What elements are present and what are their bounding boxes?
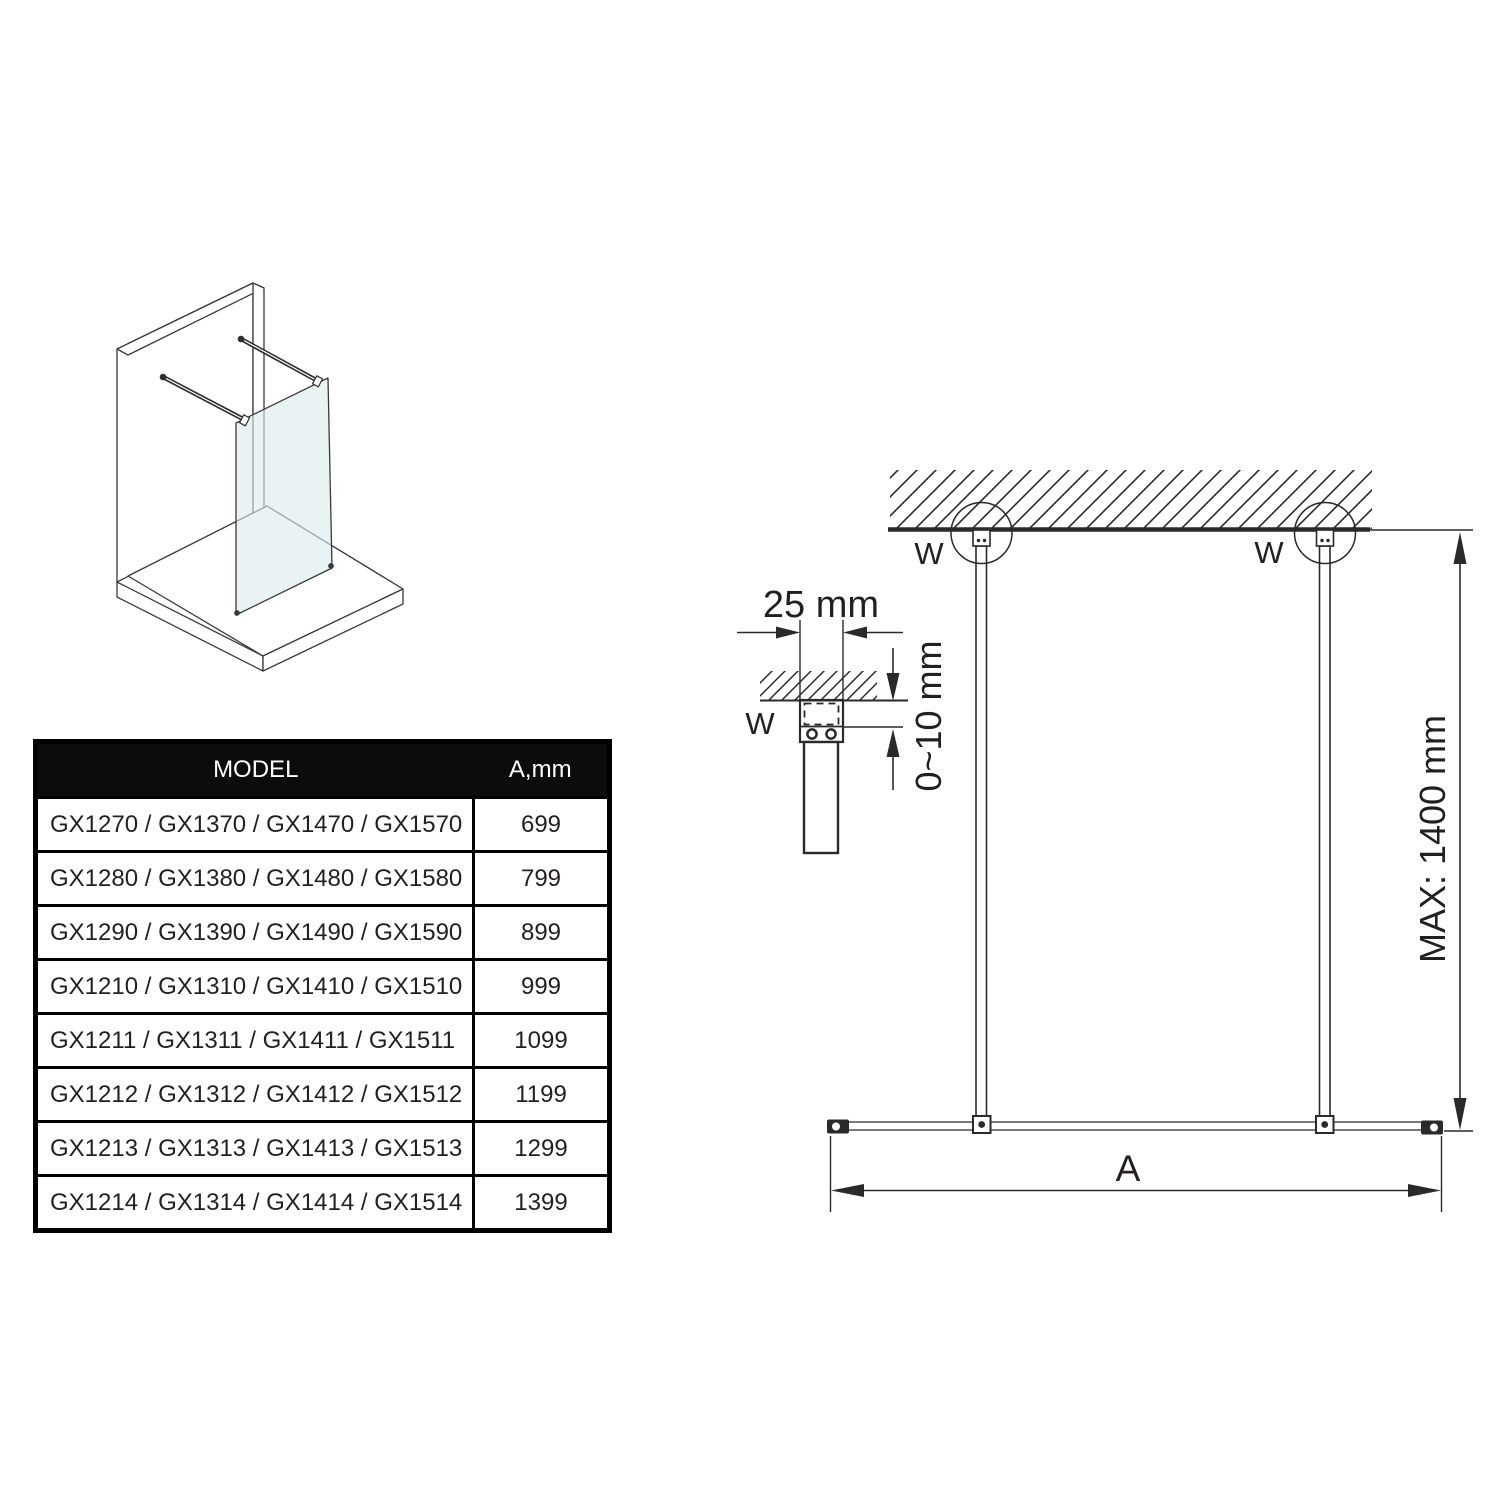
plan-diagram [737,470,1473,1212]
wall-hatch [890,470,1372,529]
detail-width-label: 25 mm [762,584,880,626]
max-height-dimension-label: MAX: 1400 mm [1412,714,1453,964]
a-mm-cell: 799 [474,852,610,906]
detail-screw-right [826,729,835,738]
model-cell: GX1210 / GX1310 / GX1410 / GX1510 [36,960,474,1014]
iso-glass-foot-right [329,564,333,568]
support-bar-right [1320,546,1331,1117]
a-mm-cell: 899 [474,906,610,960]
model-cell: GX1213 / GX1313 / GX1413 / GX1513 [36,1122,474,1176]
table-row [36,1068,610,1122]
wall-marker-right-label: W [1254,535,1284,570]
a-mm-cell: 1399 [474,1176,610,1231]
a-mm-cell: 1099 [474,1014,610,1068]
width-dimension-label: A [1115,1148,1141,1189]
model-cell: GX1290 / GX1390 / GX1490 / GX1590 [36,906,474,960]
glass-panel-plan [840,1122,1432,1130]
support-bar-left [976,546,987,1117]
table-row [36,906,610,960]
wall-bracket-left [973,530,990,546]
table-header-row [36,742,610,798]
a-mm-cell: 699 [474,798,610,852]
table-row [36,1122,610,1176]
detail-support-bar [804,742,838,853]
model-cell: GX1211 / GX1311 / GX1411 / GX1511 [36,1014,474,1068]
detail-wall-hatch [760,671,877,700]
model-cell: GX1270 / GX1370 / GX1470 / GX1570 [36,798,474,852]
table-row [36,1176,610,1231]
a-mm-cell: 1199 [474,1068,610,1122]
a-mm-cell: 1299 [474,1122,610,1176]
max-dimension [1454,532,1467,1130]
iso-glass-foot-left [235,611,239,615]
model-table [33,739,612,1233]
table-row [36,798,610,852]
detail-screw-left [807,729,816,738]
table-row [36,1014,610,1068]
model-column-header: MODEL [36,742,474,798]
detail-wall-marker-label: W [745,706,775,741]
a-mm-column-header: A,mm [474,742,610,798]
model-cell: GX1212 / GX1312 / GX1412 / GX1512 [36,1068,474,1122]
detail-adjust-range-label: 0~10 mm [908,640,949,792]
model-cell: GX1214 / GX1314 / GX1414 / GX1514 [36,1176,474,1231]
a-mm-cell: 999 [474,960,610,1014]
model-cell: GX1280 / GX1380 / GX1480 / GX1580 [36,852,474,906]
table-row [36,960,610,1014]
isometric-view [117,283,403,671]
wall-bracket-right [1317,530,1334,546]
table-row [36,852,610,906]
wall-marker-left-label: W [914,536,944,571]
